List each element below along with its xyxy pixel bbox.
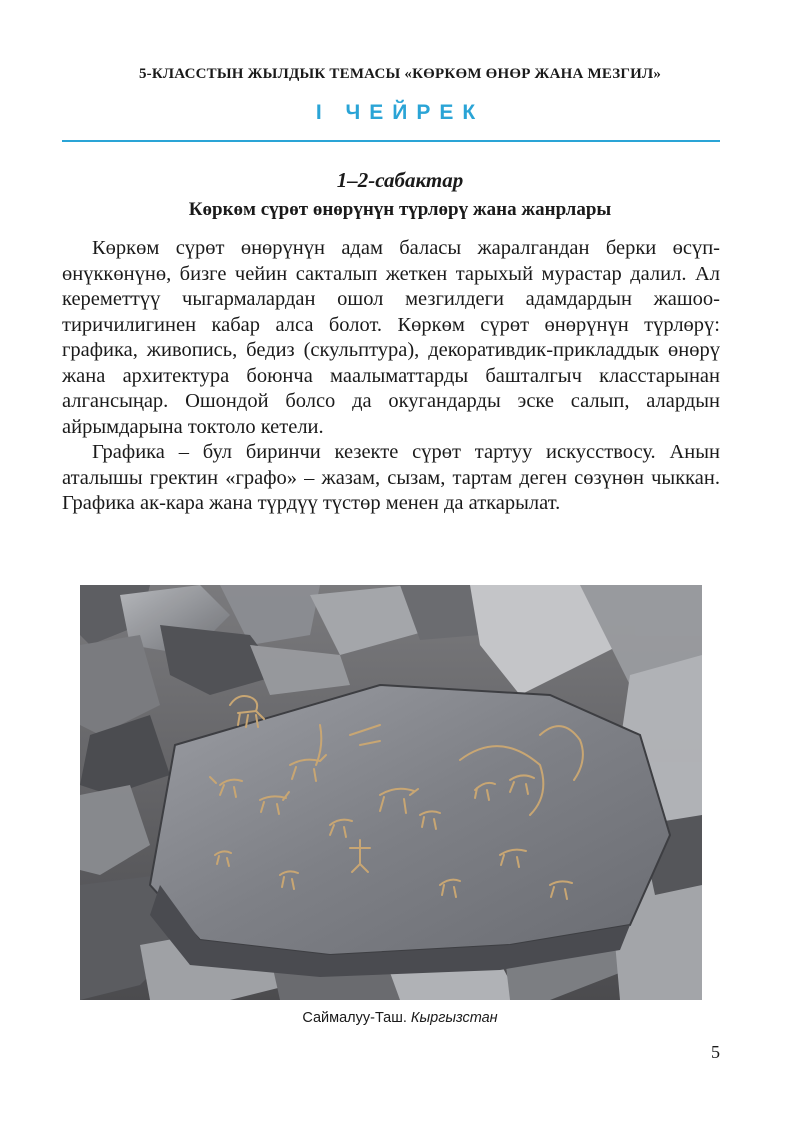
caption-place: Саймалуу-Таш.	[302, 1010, 407, 1026]
page-number: 5	[711, 1042, 720, 1062]
quarter-heading: І ЧЕЙРЕК	[315, 101, 485, 124]
lesson-title: Көркөм сүрөт өнөрүнүн түрлөрү жана жанрлары	[188, 199, 612, 220]
series-title: 5-КЛАССТЫН ЖЫЛДЫК ТЕМАСЫ «КӨРКӨМ ӨНӨР ЖАНА МЕЗГИЛ»	[138, 66, 662, 82]
caption-country: Кыргызстан	[410, 1010, 498, 1026]
figure-caption	[0, 1010, 800, 1026]
divider	[62, 140, 720, 142]
paragraph: Графика – бул биринчи кезекте сүрөт тартуу искусствосу. Анын аталышы гректин «графо» – жазам, сызам, тартам деген сөзүнөн чыккан. Графика ак-кара жана түрдүү түстөр менен да аткарылат.	[62, 441, 720, 514]
lesson-number: 1–2-сабактар	[336, 168, 464, 192]
petroglyph-photo	[80, 585, 702, 1000]
body-text	[62, 236, 720, 517]
paragraph: Көркөм сүрөт өнөрүнүн адам баласы жаралгандан берки өсүп-өнүккөнүнө, бизге чейин сакталып жеткен тарыхый мурастар далил. Ал кереметтүү чыгармалардан ошол мезгилдеги адамдардын жашоо-тиричилигинен кабар алса болот. Көркөм сүрөт өнөрүнүн түрлөрү: графика, живопись, бедиз (скульптура), декоративдик-прикладдык өнөрү жана архитектура боюнча маалыматтарды башталгыч класстарынан алгансыңар. Ошондой болсо да окугандарды эске салып, алардын айрымдарына токтоло кетели.	[62, 237, 720, 438]
